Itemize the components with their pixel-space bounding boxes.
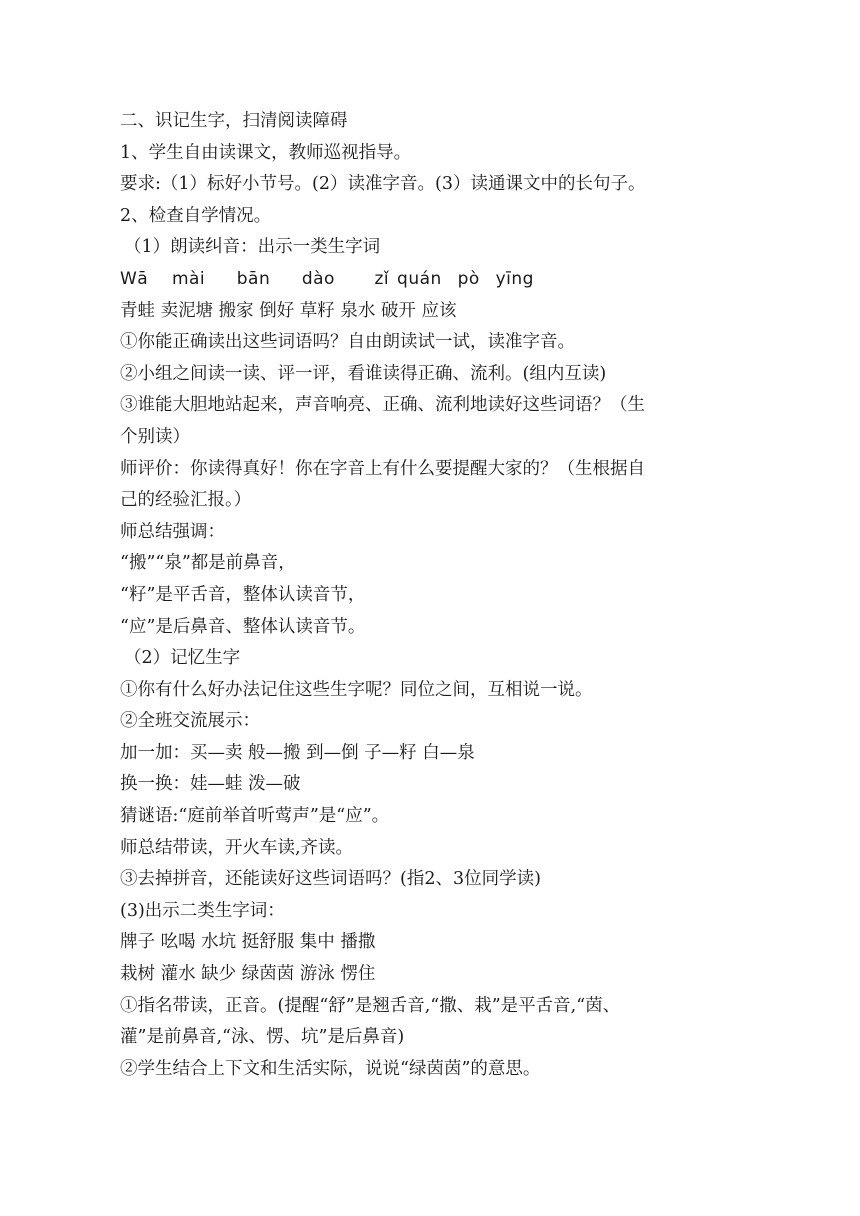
- pinyin-line: Wā mài bān dào zǐ quán pò yīng: [120, 268, 534, 289]
- paragraph-line: ③谁能大胆地站起来，声音响亮、正确、流利地读好这些词语？（生: [120, 395, 645, 416]
- paragraph-line: ②学生结合上下文和生活实际，说说“绿茵茵”的意思。: [120, 1058, 541, 1079]
- paragraph-line: “搬”“泉”都是前鼻音，: [120, 553, 296, 574]
- paragraph-line: 师总结强调：: [120, 521, 225, 542]
- word-list-line: 牌子 吆喝 水坑 挺舒服 集中 播撒: [120, 932, 376, 953]
- paragraph-line: 猜谜语:“庭前举首听莺声”是“应”。: [120, 806, 390, 827]
- paragraph-line: 要求:（1）标好小节号。(2）读准字音。(3）读通课文中的长句子。: [120, 174, 646, 195]
- sub-heading: (3)出示二类生字词：: [120, 900, 285, 921]
- paragraph-line: 灌”是前鼻音,“泳、愣、坑”是后鼻音): [120, 1027, 405, 1048]
- paragraph-line: “应”是后鼻音、整体认读音节。: [120, 616, 366, 637]
- paragraph-line: “籽”是平舌音，整体认读音节，: [120, 584, 366, 605]
- paragraph-line: ①你有什么好办法记住这些生字呢？同位之间，互相说一说。: [120, 679, 593, 700]
- sub-heading: （1）朗读纠音：出示一类生字词: [124, 237, 381, 258]
- paragraph-line: ②小组之间读一读、评一评，看谁读得正确、流利。(组内互读): [120, 363, 607, 384]
- document-body: [120, 106, 750, 1085]
- paragraph-line: ①指名带读，正音。(提醒“舒”是翘舌音,“撒、栽”是平舌音,“茵、: [120, 995, 621, 1016]
- paragraph-line: 2、检查自学情况。: [120, 205, 272, 226]
- paragraph-line: ③去掉拼音，还能读好这些词语吗？(指2、3位同学读): [120, 869, 541, 890]
- section-heading: 二、识记生字，扫清阅读障碍: [120, 111, 348, 131]
- paragraph-line: 己的经验汇报。）: [120, 490, 252, 511]
- sub-heading: （2）记忆生字: [124, 648, 241, 669]
- paragraph-line: 加一加：买—卖 般—搬 到—倒 子—籽 白—泉: [120, 742, 475, 763]
- paragraph-line: ②全班交流展示：: [120, 711, 260, 732]
- word-list-line: 青蛙 卖泥塘 搬家 倒好 草籽 泉水 破开 应该: [120, 300, 457, 321]
- word-list-line: 栽树 灌水 缺少 绿茵茵 游泳 愣住: [120, 964, 376, 985]
- paragraph-line: 换一换：娃—蛙 泼—破: [120, 774, 301, 795]
- paragraph-line: 师总结带读，开火车读,齐读。: [120, 837, 354, 858]
- paragraph-line: 个别读）: [120, 426, 190, 447]
- paragraph-line: ①你能正确读出这些词语吗？自由朗读试一试，读准字音。: [120, 332, 575, 353]
- paragraph-line: 师评价：你读得真好！你在字音上有什么要提醒大家的？（生根据自: [120, 458, 645, 479]
- paragraph-line: 1、学生自由读课文，教师巡视指导。: [120, 142, 412, 163]
